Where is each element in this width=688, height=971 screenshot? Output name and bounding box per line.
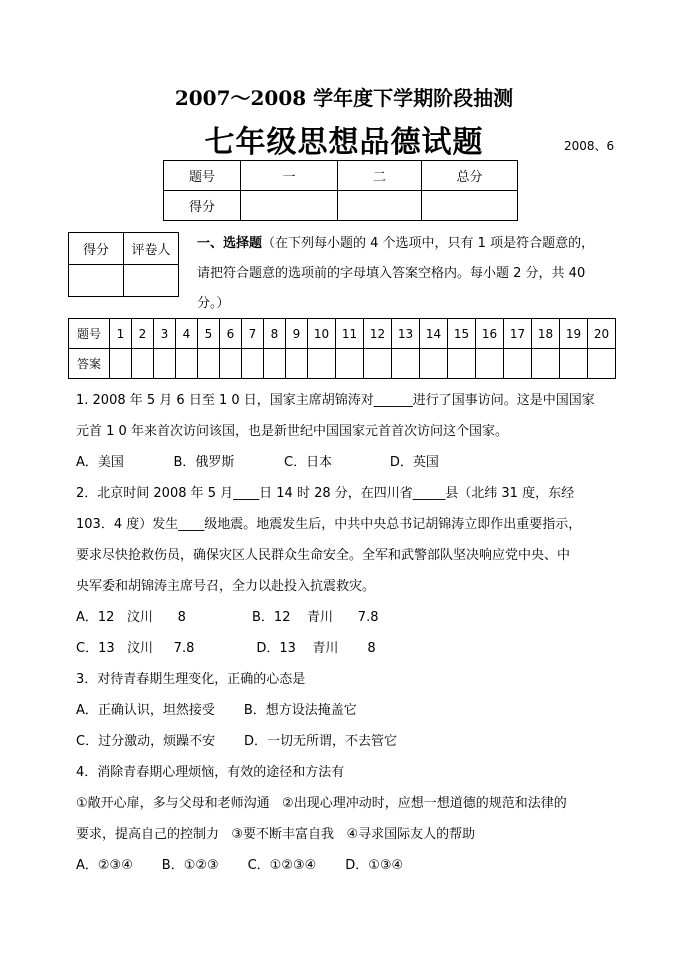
question-content: [76, 385, 624, 881]
instruction-line: 请把符合题意的选项前的字母填入答案空格内。每小题 2 分，共 40: [197, 266, 586, 281]
score-blank-cell[interactable]: [338, 191, 422, 221]
question-number-cell: 2: [132, 319, 154, 349]
score-header-cell: 一: [241, 161, 338, 191]
question-number-cell: 18: [532, 319, 560, 349]
grader-blank-cell[interactable]: [69, 265, 124, 297]
question-number-cell: 13: [392, 319, 420, 349]
answer-table: [68, 318, 616, 379]
question-number-cell: 19: [560, 319, 588, 349]
answer-row-label: 题号: [69, 319, 110, 349]
question-number-cell: 12: [364, 319, 392, 349]
answer-cell[interactable]: [286, 349, 308, 379]
answer-cell[interactable]: [420, 349, 448, 379]
answer-cell[interactable]: [220, 349, 242, 379]
answer-cell[interactable]: [476, 349, 504, 379]
answer-cell[interactable]: [264, 349, 286, 379]
question-number-cell: 15: [448, 319, 476, 349]
question-number-cell: 1: [110, 319, 132, 349]
answer-cell[interactable]: [154, 349, 176, 379]
section-instructions: [197, 229, 617, 319]
question-line: 3．对待青春期生理变化，正确的心态是: [76, 672, 306, 687]
question-line: 1. 2008 年 5 月 6 日至 1 0 日，国家主席胡锦涛对______进行了国事访问。这是中国国家: [76, 393, 595, 408]
grader-name-label: 评卷人: [124, 233, 179, 265]
question-number-cell: 11: [336, 319, 364, 349]
question-line: 央军委和胡锦涛主席号召，全力以赴投入抗震救灾。: [76, 579, 376, 594]
score-blank-cell[interactable]: [241, 191, 338, 221]
answer-row-label: 答案: [69, 349, 110, 379]
grader-table: [68, 232, 179, 297]
answer-cell[interactable]: [176, 349, 198, 379]
score-header-cell: 总分: [422, 161, 518, 191]
question-number-cell: 4: [176, 319, 198, 349]
grader-score-label: 得分: [69, 233, 124, 265]
question-line: 要求尽快抢救伤员，确保灾区人民群众生命安全。全军和武警部队坚决响应党中央、中: [76, 548, 571, 563]
answer-cell[interactable]: [336, 349, 364, 379]
question-line: C．过分激动，烦躁不安 D．一切无所谓，不去管它: [76, 734, 398, 749]
exam-title: 七年级思想品德试题: [204, 125, 484, 160]
question-line: A．美国 B．俄罗斯 C．日本 D．英国: [76, 455, 439, 470]
answer-cell[interactable]: [132, 349, 154, 379]
question-number-cell: 16: [476, 319, 504, 349]
grader-blank-cell[interactable]: [124, 265, 179, 297]
answer-cell[interactable]: [560, 349, 588, 379]
score-header-cell: 题号: [164, 161, 241, 191]
answer-cell[interactable]: [242, 349, 264, 379]
answer-cell[interactable]: [364, 349, 392, 379]
question-line: C．13 汶川 7.8 D．13 青川 8: [76, 641, 376, 656]
score-table: [163, 160, 518, 221]
question-number-cell: 17: [504, 319, 532, 349]
answer-cell[interactable]: [588, 349, 616, 379]
question-number-cell: 20: [588, 319, 616, 349]
question-line: A．正确认识，坦然接受 B．想方设法掩盖它: [76, 703, 357, 718]
question-line: 要求，提高自己的控制力 ③要不断丰富自我 ④寻求国际友人的帮助: [76, 827, 476, 842]
question-line: A．②③④ B．①②③ C．①②③④ D．①③④: [76, 858, 404, 873]
question-line: ①敞开心扉，多与父母和老师沟通 ②出现心理冲动时，应想一想道德的规范和法律的: [76, 796, 567, 811]
question-number-cell: 9: [286, 319, 308, 349]
instruction-line: 分。）: [197, 296, 230, 311]
question-number-cell: 8: [264, 319, 286, 349]
question-line: 2．北京时间 2008 年 5 月____日 14 时 28 分，在四川省_____县（北纬 31 度，东经: [76, 486, 575, 501]
question-line: 4．消除青春期心理烦恼，有效的途径和方法有: [76, 765, 345, 780]
answer-cell[interactable]: [198, 349, 220, 379]
answer-cell[interactable]: [110, 349, 132, 379]
question-number-cell: 6: [220, 319, 242, 349]
score-header-cell: 二: [338, 161, 422, 191]
question-number-cell: 3: [154, 319, 176, 349]
instruction-line: （在下列每小题的 4 个选项中，只有 1 项是符合题意的，: [262, 236, 595, 251]
score-row-label: 得分: [164, 191, 241, 221]
answer-cell[interactable]: [448, 349, 476, 379]
question-number-cell: 7: [242, 319, 264, 349]
question-line: 元首 1 0 年来首次访问该国，也是新世纪中国国家元首首次访问这个国家。: [76, 424, 508, 439]
answer-cell[interactable]: [392, 349, 420, 379]
question-line: 103．4 度）发生____级地震。地震发生后，中共中央总书记胡锦涛立即作出重要指示，: [76, 517, 582, 532]
answer-cell[interactable]: [532, 349, 560, 379]
section-heading: 一、选择题: [197, 236, 263, 251]
question-number-cell: 14: [420, 319, 448, 349]
answer-cell[interactable]: [308, 349, 336, 379]
exam-date: 2008、6: [564, 139, 615, 153]
question-number-cell: 10: [308, 319, 336, 349]
exam-subtitle: 2007～2008 学年度下学期阶段抽测: [174, 86, 514, 110]
answer-cell[interactable]: [504, 349, 532, 379]
score-blank-cell[interactable]: [422, 191, 518, 221]
question-line: A．12 汶川 8 B．12 青川 7.8: [76, 610, 379, 625]
question-number-cell: 5: [198, 319, 220, 349]
